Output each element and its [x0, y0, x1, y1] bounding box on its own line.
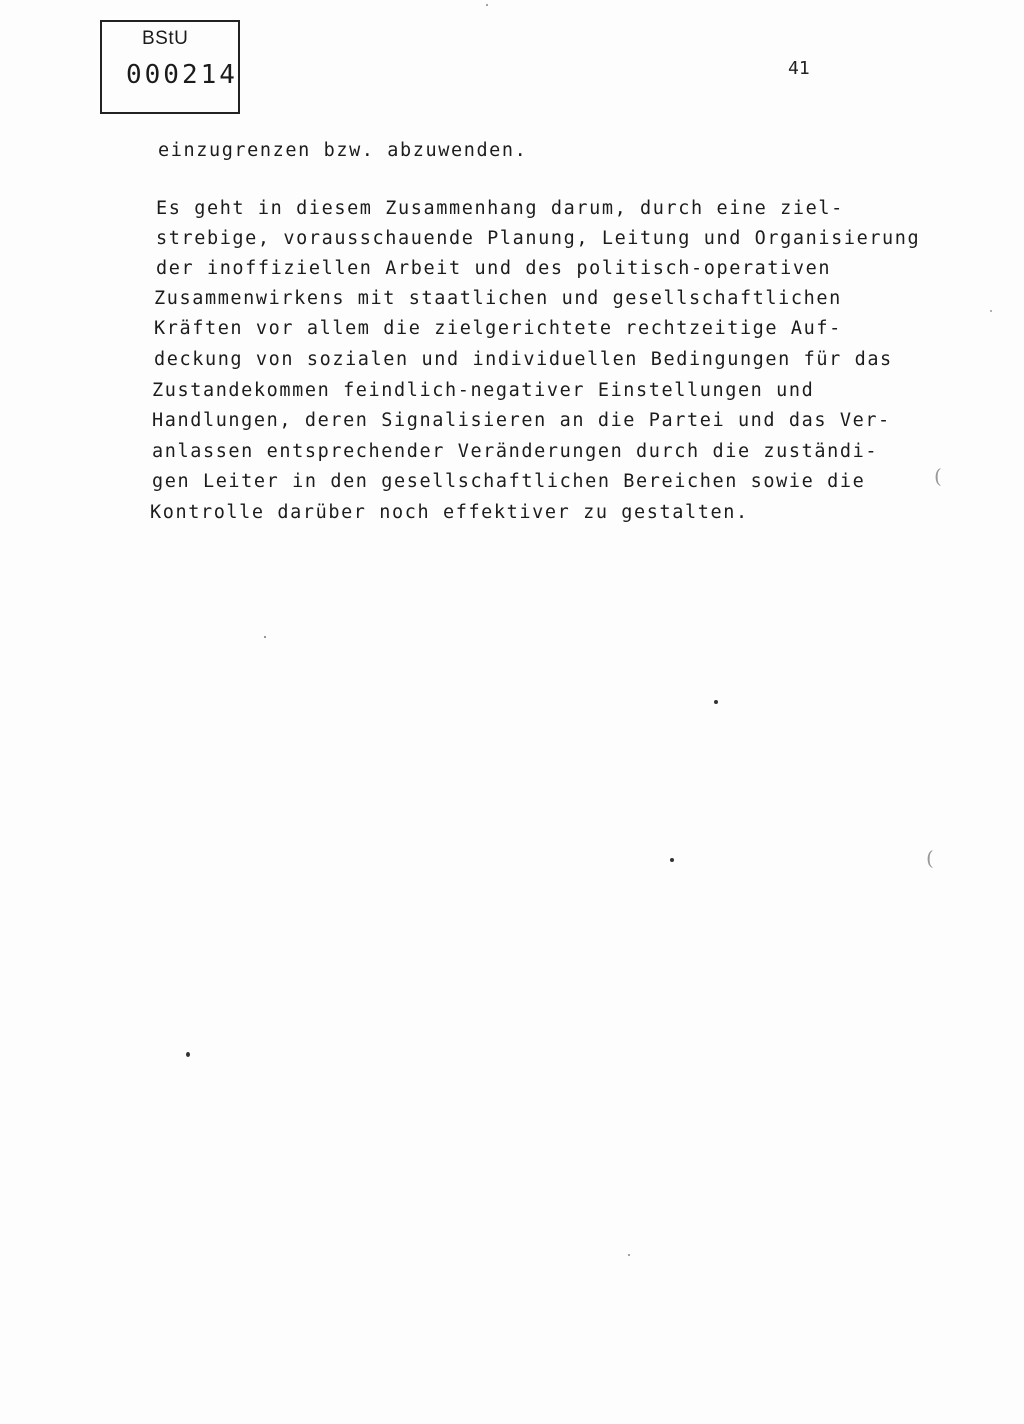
text-line: strebige, vorausschauende Planung, Leitung und Organisierung	[156, 228, 921, 249]
text-line: Zustandekommen feindlich-negativer Einstellungen und	[152, 380, 815, 401]
margin-mark: (	[934, 464, 942, 488]
text-line: anlassen entsprechender Veränderungen durch die zuständi-	[152, 441, 879, 462]
text-line: deckung von sozialen und individuellen Bedingungen für das	[154, 349, 893, 370]
text-line: Kontrolle darüber noch effektiver zu gestalten.	[150, 502, 749, 523]
scan-speck	[670, 858, 674, 862]
archive-stamp	[100, 20, 240, 114]
page-number: 41	[788, 58, 810, 79]
scan-speck	[186, 1052, 190, 1057]
text-line: Es geht in diesem Zusammenhang darum, durch eine ziel-	[156, 198, 844, 219]
scan-speck	[628, 1254, 630, 1256]
text-line: der inoffiziellen Arbeit und des politisch-operativen	[156, 258, 832, 279]
scan-speck	[990, 310, 992, 312]
stamp-archive-number: 000214	[126, 60, 238, 90]
scan-speck	[714, 700, 718, 704]
text-line: Kräften vor allem die zielgerichtete rechtzeitige Auf-	[154, 318, 842, 339]
margin-mark: (	[926, 846, 934, 870]
text-line: gen Leiter in den gesellschaftlichen Bereichen sowie die	[152, 471, 866, 492]
scan-speck	[264, 636, 266, 638]
text-line: einzugrenzen bzw. abzuwenden.	[158, 140, 528, 161]
text-line: Zusammenwirkens mit staatlichen und gesellschaftlichen	[154, 288, 842, 309]
stamp-org-label: BStU	[142, 28, 189, 49]
text-line: Handlungen, deren Signalisieren an die Partei und das Ver-	[152, 410, 891, 431]
scan-speck	[486, 4, 488, 6]
